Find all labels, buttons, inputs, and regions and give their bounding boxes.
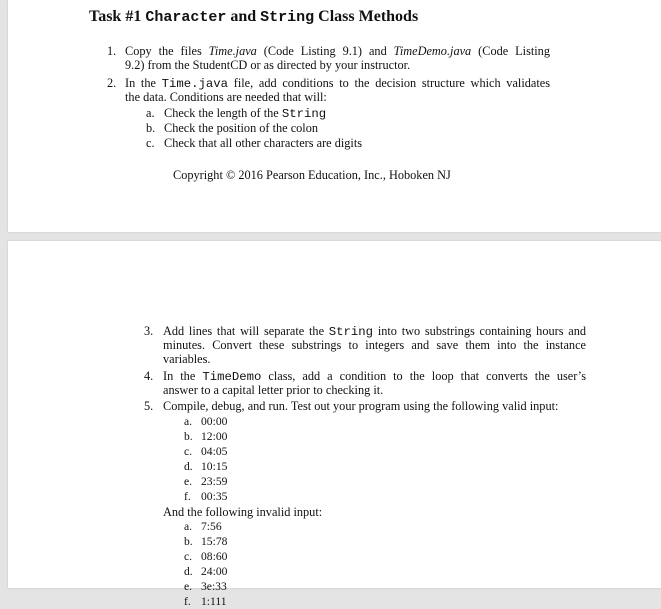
valid-input-value: 00:35 [201,490,228,503]
valid-input-letter: a. [184,415,193,428]
valid-input-value: 04:05 [201,445,228,458]
item-2-line-1: In the Time.java file, add conditions to the decision structure which validates [125,76,550,91]
invalid-input-letter: d. [184,565,193,578]
invalid-input-letter: b. [184,535,193,548]
item-2-line-2: the data. Conditions are needed that will: [125,90,327,104]
item-3-line-3: variables. [163,352,211,366]
invalid-input-value: 15:78 [201,535,228,548]
sub-item-letter: c. [146,136,155,150]
item-5-line-1: Compile, debug, and run. Test out your program using the following valid input: [163,399,559,413]
invalid-input-value: 7:56 [201,520,222,533]
invalid-input-value: 1:111 [201,595,227,608]
sub-item-letter: b. [146,121,156,135]
item-3-number: 3. [144,324,154,338]
valid-input-letter: b. [184,430,193,443]
valid-input-value: 23:59 [201,475,228,488]
copyright-notice: Copyright © 2016 Pearson Education, Inc., Hoboken NJ [173,168,451,182]
item-4-number: 4. [144,369,154,383]
item-1-line-1: Copy the files Time.java (Code Listing 9.1) and TimeDemo.java (Code Listing [125,44,550,58]
invalid-input-letter: c. [184,550,193,563]
item-4-line-1: In the TimeDemo class, add a condition to the loop that converts the user’s [163,369,587,384]
invalid-input-value: 24:00 [201,565,228,578]
valid-input-letter: f. [184,490,191,503]
sub-item-text: Check that all other characters are digits [164,136,363,150]
valid-input-value: 10:15 [201,460,228,473]
valid-input-letter: e. [184,475,193,488]
invalid-input-letter: a. [184,520,193,533]
task-title: Task #1 Character and String Class Methods [89,8,419,26]
item-1-number: 1. [107,44,117,58]
item-3-line-2: minutes. Convert these substrings to integers and save them into the instance [163,338,586,352]
sub-item-text: Check the position of the colon [164,121,319,135]
valid-input-value: 12:00 [201,430,228,443]
item-5-number: 5. [144,399,154,413]
item-4-line-2: answer to a capital letter prior to checking it. [163,383,384,397]
item-3-line-1: Add lines that will separate the String into two substrings containing hours and [163,324,587,339]
invalid-input-letter: e. [184,580,193,593]
valid-input-value: 00:00 [201,415,228,428]
invalid-input-letter: f. [184,595,191,608]
valid-input-letter: c. [184,445,193,458]
valid-input-letter: d. [184,460,193,473]
invalid-input-value: 08:60 [201,550,228,563]
invalid-input-label: And the following invalid input: [163,505,323,519]
document-page-2 [8,241,661,608]
document-page-1 [8,0,661,232]
sub-item-text: Check the length of the String [164,106,327,121]
item-2-number: 2. [107,76,117,90]
item-1-line-2: 9.2) from the StudentCD or as directed by your instructor. [125,58,411,72]
sub-item-letter: a. [146,106,155,120]
invalid-input-value: 3e:33 [201,580,227,593]
